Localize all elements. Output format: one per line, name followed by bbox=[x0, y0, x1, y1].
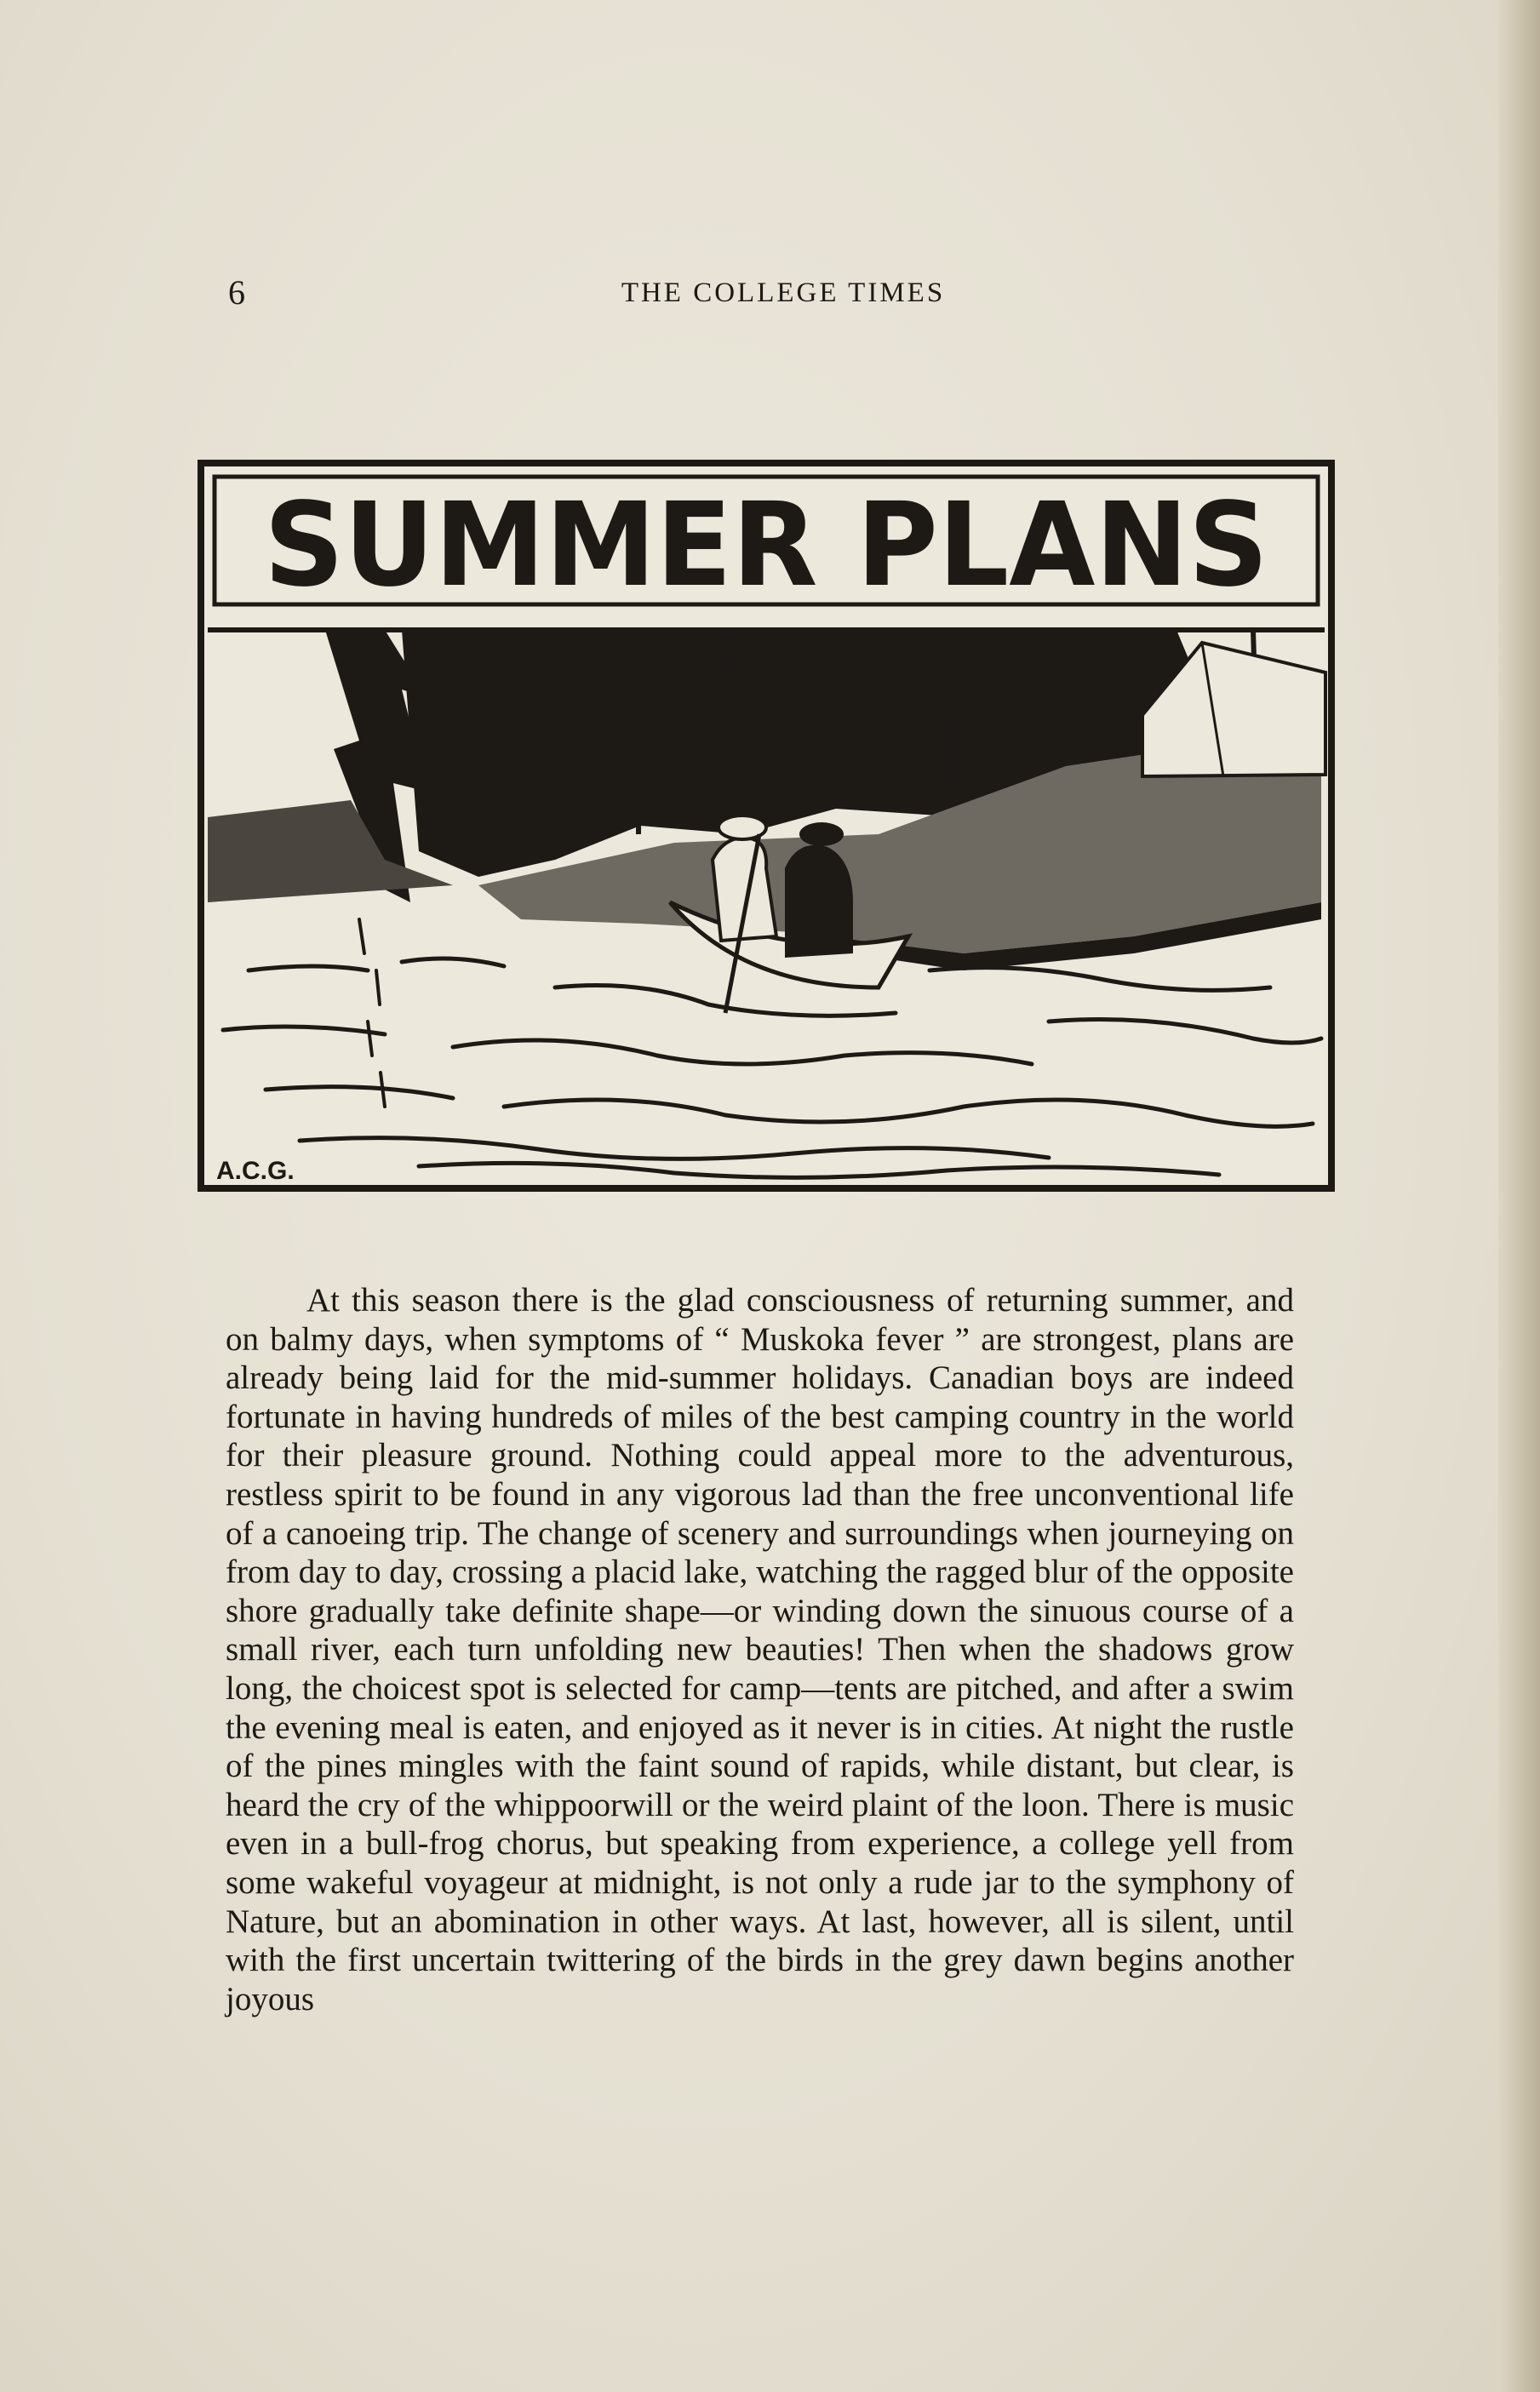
paddler-front bbox=[713, 838, 776, 941]
page-number: 6 bbox=[228, 273, 246, 312]
illustration-drawing bbox=[198, 460, 1335, 1192]
article-body bbox=[226, 1281, 1294, 2018]
paddler-rear bbox=[785, 845, 853, 958]
summer-plans-illustration bbox=[198, 460, 1335, 1192]
artist-signature: A.C.G. bbox=[216, 1157, 295, 1185]
paddler-rear-hat bbox=[799, 822, 844, 846]
illustration-title: SUMMER PLANS bbox=[264, 478, 1268, 613]
page-edge-shadow bbox=[1498, 0, 1540, 2392]
article-paragraph: At this season there is the glad consciousness of returning summer, and on balmy days, when symptoms of “ Muskoka fever ” are strongest, plans are already being laid for the mid-summer holidays. Canadian boys are indeed fortunate in having hundreds of miles of the best camping country in the world for their pleasure ground. Nothing could appeal more to the adventurous, restless spirit to be found in any vigorous lad than the free unconventional life of a canoeing trip. The change of scenery and surroundings when journeying on from day to day, crossing a placid lake, watching the ragged blur of the opposite shore gradually take definite shape—or winding down the sinuous course of a small river, each turn unfolding new beauties! Then when the shadows grow long, the choicest spot is selected for camp—tents are pitched, and after a swim the evening meal is eaten, and enjoyed as it never is in cities. At night the rustle of the pines mingles with the faint sound of rapids, while distant, but clear, is heard the cry of the whippoorwill or the weird plaint of the loon. There is music even in a bull-frog chorus, but speaking from experience, a college yell from some wakeful voyageur at midnight, is not only a rude jar to the symphony of Nature, but an abomination in other ways. At last, however, all is silent, until with the first uncertain twittering of the birds in the grey dawn begins another joyous bbox=[226, 1282, 1294, 2017]
running-title: THE COLLEGE TIMES bbox=[621, 278, 946, 308]
tree-trunk bbox=[638, 630, 640, 834]
